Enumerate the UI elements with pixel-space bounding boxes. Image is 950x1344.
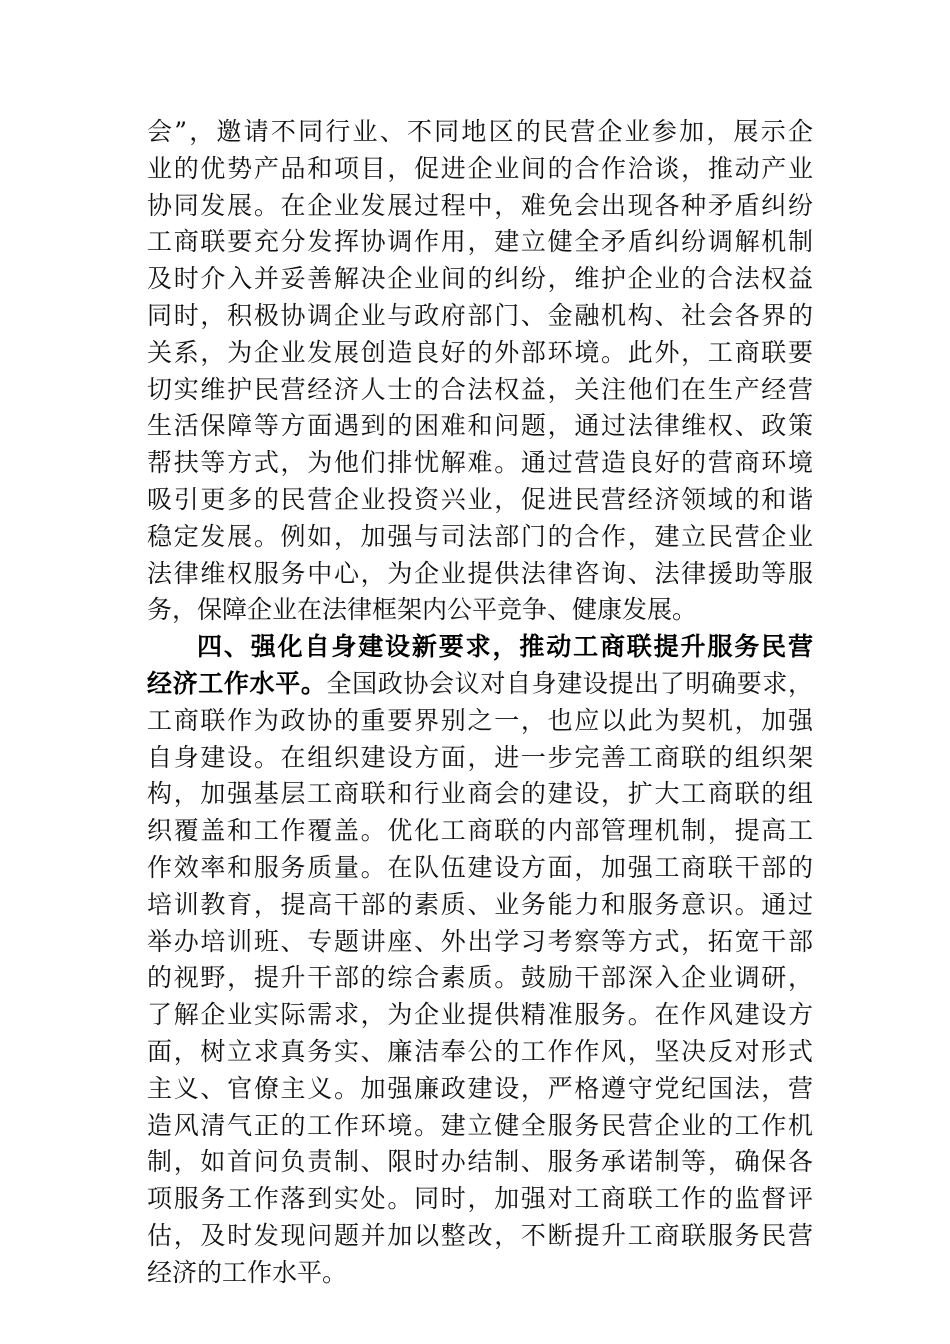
text-line: 的视野，提升干部的综合素质。鼓励干部深入企业调研， bbox=[147, 963, 813, 993]
text-line: 切实维护民营经济人士的合法权益，关注他们在生产经营 bbox=[147, 374, 813, 404]
section-body-start: 全国政协会议对自身建设提出了明确要求， bbox=[326, 668, 813, 698]
text-line: 估，及时发现问题并加以整改，不断提升工商联服务民营 bbox=[147, 1220, 813, 1250]
text-line: 制，如首问负责制、限时办结制、服务承诺制等，确保各 bbox=[147, 1147, 813, 1177]
text-line: 主义、官僚主义。加强廉政建设，严格遵守党纪国法，营 bbox=[147, 1073, 813, 1103]
text-line: 经济的工作水平。 bbox=[147, 1257, 348, 1287]
text-line: 织覆盖和工作覆盖。优化工商联的内部管理机制，提高工 bbox=[147, 816, 813, 846]
text-line: 造风清气正的工作环境。建立健全服务民营企业的工作机 bbox=[147, 1110, 813, 1140]
paragraph-1 bbox=[147, 114, 813, 629]
text-line: 关系，为企业发展创造良好的外部环境。此外，工商联要 bbox=[147, 337, 813, 367]
heading-continuation-line bbox=[147, 666, 813, 703]
text-line: 培训教育，提高干部的素质、业务能力和服务意识。通过 bbox=[147, 889, 813, 919]
text-line: 协同发展。在企业发展过程中，难免会出现各种矛盾纠纷 bbox=[147, 190, 813, 220]
text-line: 法律维权服务中心，为企业提供法律咨询、法律援助等服 bbox=[147, 558, 813, 588]
text-line: 务，保障企业在法律框架内公平竞争、健康发展。 bbox=[147, 595, 698, 625]
section-heading-tail: 经济工作水平。 bbox=[147, 668, 327, 698]
text-line: 吸引更多的民营企业投资兴业，促进民营经济领域的和谐 bbox=[147, 484, 813, 514]
text-line: 项服务工作落到实处。同时，加强对工商联工作的监督评 bbox=[147, 1184, 813, 1214]
text-line: 会”，邀请不同行业、不同地区的民营企业参加，展示企 bbox=[147, 117, 813, 146]
text-line: 及时介入并妥善解决企业间的纠纷，维护企业的合法权益 bbox=[147, 264, 813, 294]
text-line: 构，加强基层工商联和行业商会的建设，扩大工商联的组 bbox=[147, 779, 813, 809]
text-line: 同时，积极协调企业与政府部门、金融机构、社会各界的 bbox=[147, 300, 813, 330]
text-line: 生活保障等方面遇到的困难和问题，通过法律维权、政策 bbox=[147, 411, 813, 441]
text-line: 自身建设。在组织建设方面，进一步完善工商联的组织架 bbox=[147, 742, 813, 772]
text-line: 举办培训班、专题讲座、外出学习考察等方式，拓宽干部 bbox=[147, 926, 813, 956]
document-body bbox=[147, 114, 813, 1292]
text-line: 面，树立求真务实、廉洁奉公的工作作风，坚决反对形式 bbox=[147, 1036, 813, 1066]
text-line: 稳定发展。例如，加强与司法部门的合作，建立民营企业 bbox=[147, 521, 813, 551]
text-line: 工商联要充分发挥协调作用，建立健全矛盾纠纷调解机制 bbox=[147, 227, 813, 257]
text-line: 业的优势产品和项目，促进企业间的合作洽谈，推动产业 bbox=[147, 153, 813, 183]
section-heading: 四、强化自身建设新要求，推动工商联提升服务民营 bbox=[197, 632, 813, 662]
text-line: 作效率和服务质量。在队伍建设方面，加强工商联干部的 bbox=[147, 852, 813, 882]
text-line: 工商联作为政协的重要界别之一，也应以此为契机，加强 bbox=[147, 705, 813, 735]
paragraph-2 bbox=[147, 629, 813, 1291]
text-line: 帮扶等方式，为他们排忧解难。通过营造良好的营商环境 bbox=[147, 448, 813, 478]
text-line: 了解企业实际需求，为企业提供精准服务。在作风建设方 bbox=[147, 1000, 813, 1030]
